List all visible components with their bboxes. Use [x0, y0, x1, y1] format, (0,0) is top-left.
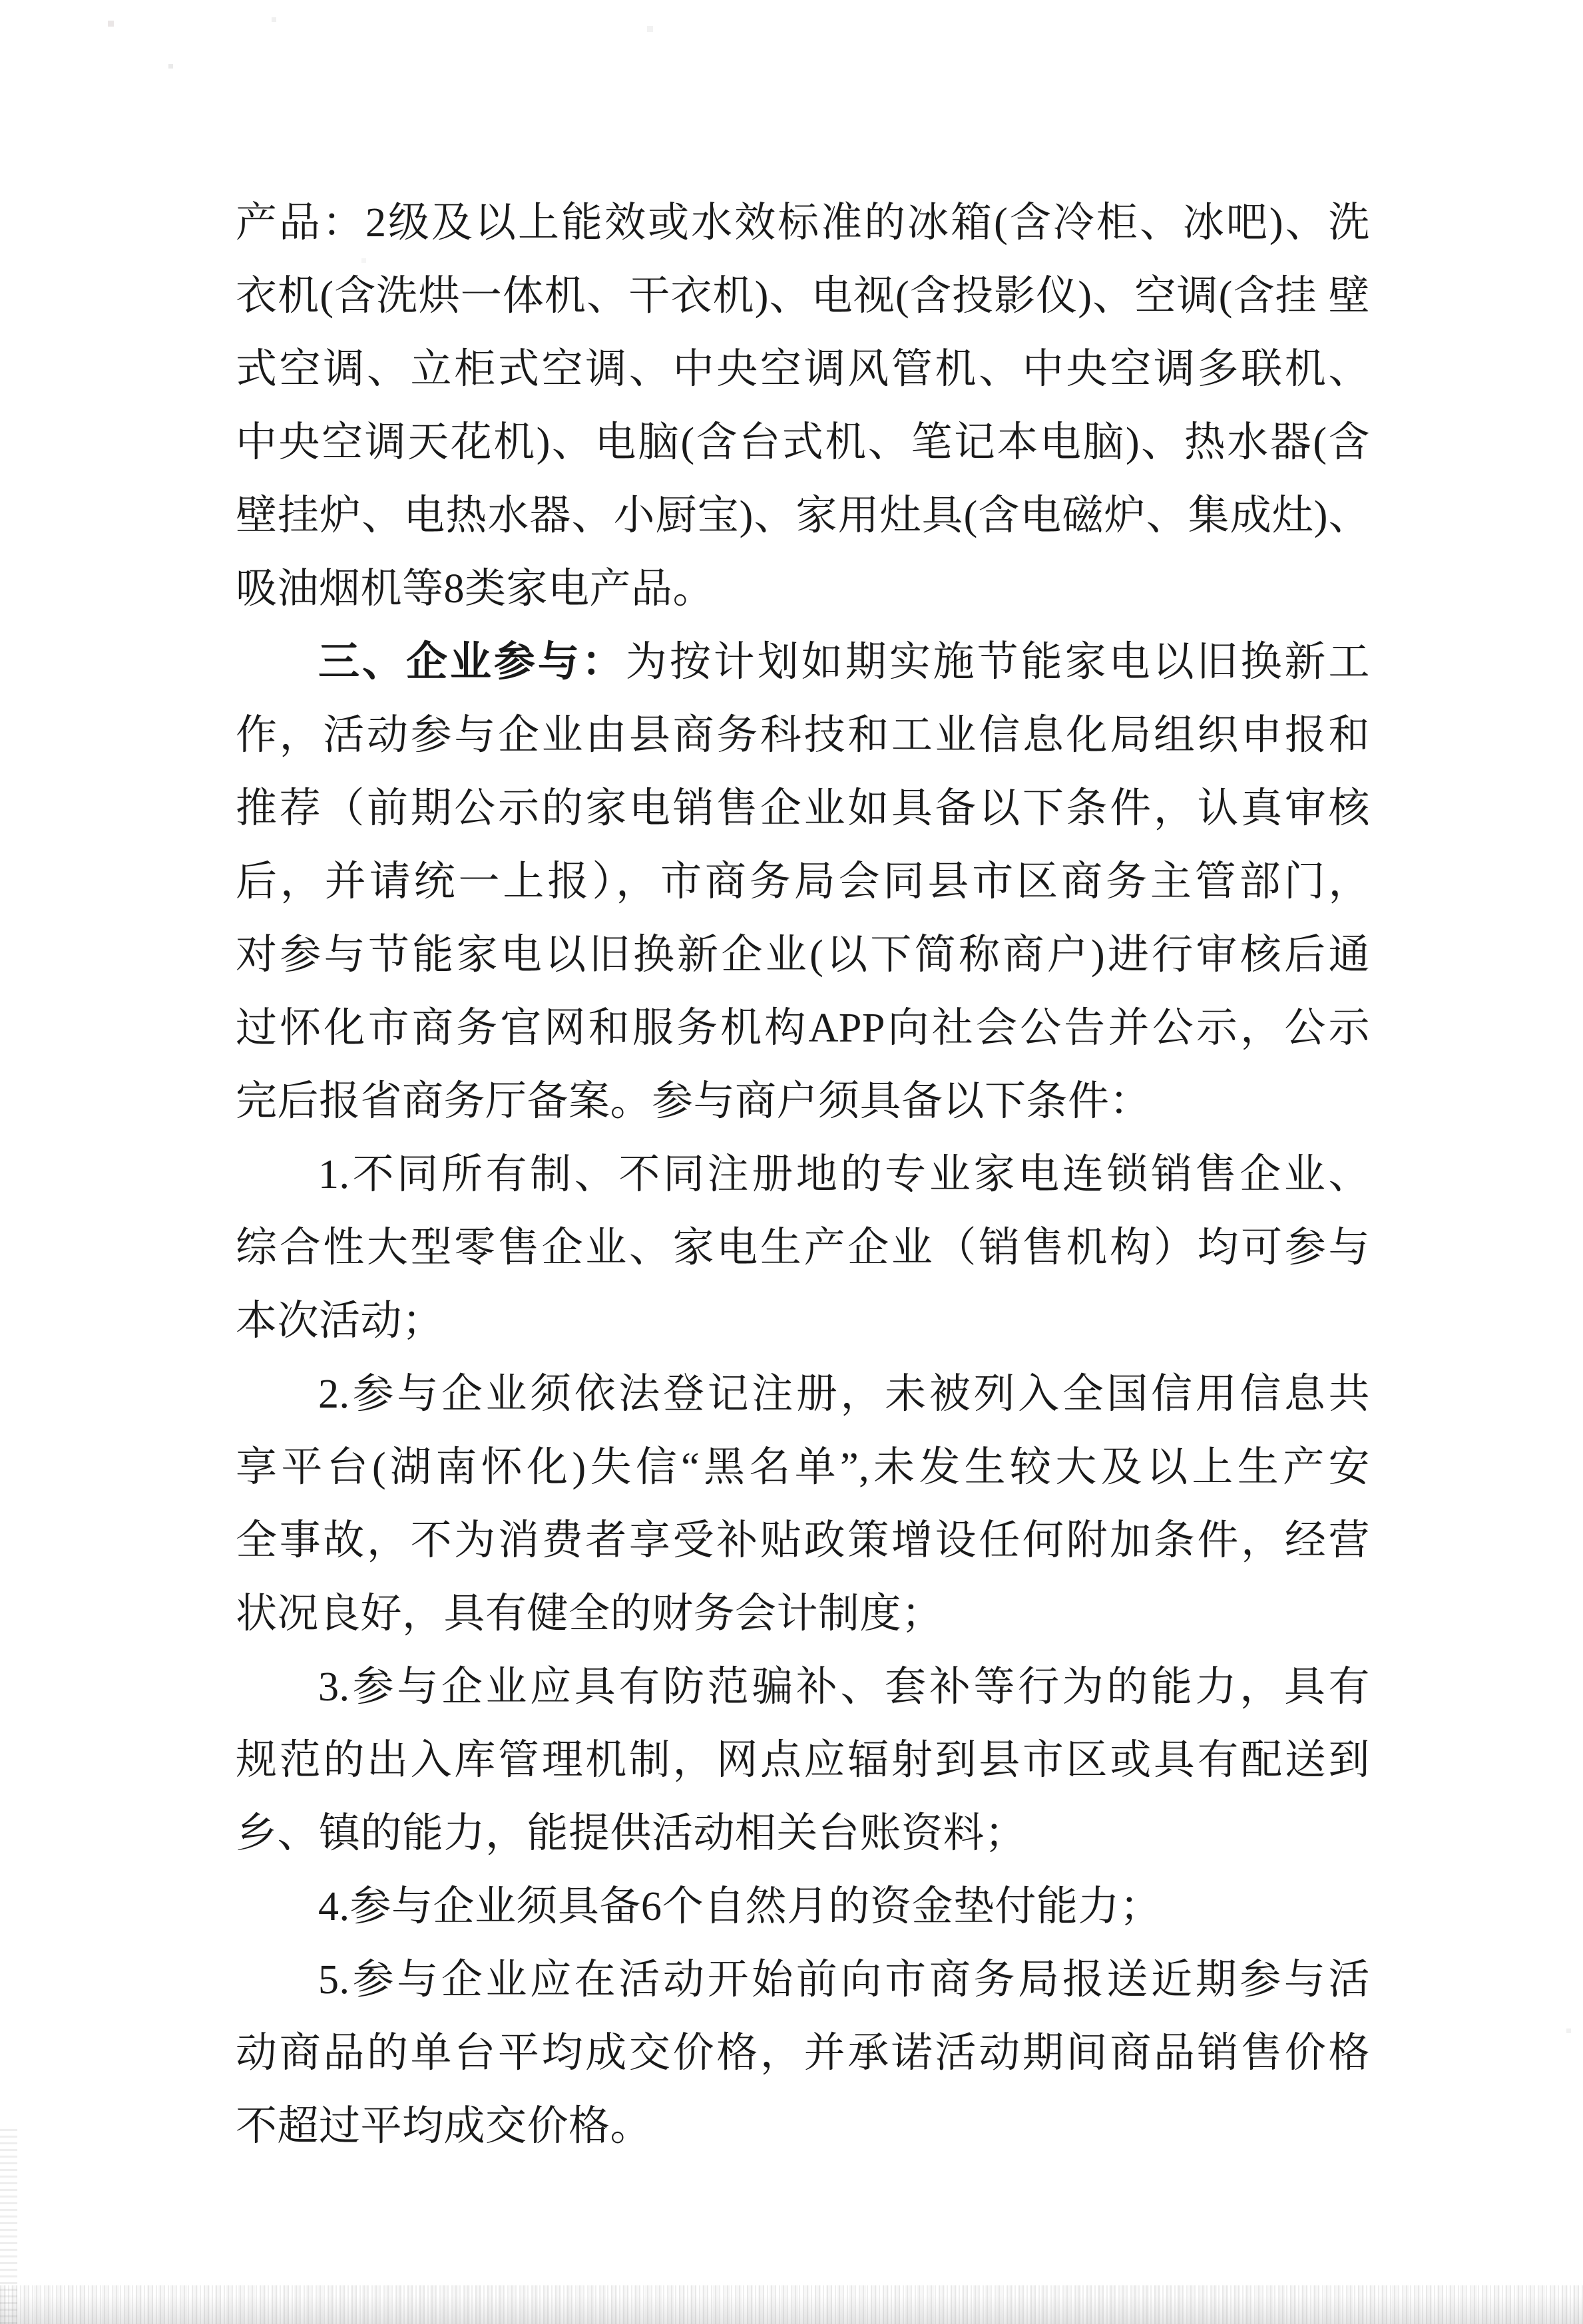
text-line: 式空调、立柜式空调、中央空调风管机、中央空调多联机、 [236, 347, 1370, 392]
text-line: 规范的出入库管理机制，网点应辐射到县市区或具有配送到 [236, 1738, 1370, 1783]
text-line: 1.不同所有制、不同注册地的专业家电连锁销售企业、 [318, 1152, 1370, 1197]
paragraph-products-continuation [236, 186, 1370, 626]
paragraph-section-3 [236, 626, 1370, 1138]
text-line: 动商品的单台平均成交价格，并承诺活动期间商品销售价格 [236, 2031, 1370, 2076]
document-text-block [236, 186, 1370, 2163]
text-line: 完后报省商务厅备案。参与商户须具备以下条件： [236, 1079, 1152, 1124]
text-line: 吸油烟机等8类家电产品。 [236, 566, 715, 612]
text-line: 本次活动； [236, 1298, 444, 1344]
text-line: 衣机(含洗烘一体机、干衣机)、电视(含投影仪)、空调(含挂 壁 [236, 274, 1370, 319]
text-line: 5.参与企业应在活动开始前向市商务局报送近期参与活 [318, 1957, 1370, 2003]
paragraph-condition-2 [236, 1358, 1370, 1650]
text-line: 推荐（前期公示的家电销售企业如具备以下条件，认真审核 [236, 786, 1370, 831]
text-line: 作，活动参与企业由县商务科技和工业信息化局组织申报和 [236, 713, 1370, 758]
text-line: 3.参与企业应具有防范骗补、套补等行为的能力，具有 [318, 1664, 1370, 1710]
text-line: 产品：2级及以上能效或水效标准的冰箱(含冷柜、冰吧)、洗 [236, 200, 1370, 246]
text-line: 享平台(湖南怀化)失信“黑名单”,未发生较大及以上生产安 [236, 1445, 1370, 1490]
text-line-rest: 为按计划如期实施节能家电以旧换新工 [625, 640, 1370, 685]
text-line: 不超过平均成交价格。 [236, 2104, 652, 2149]
section-heading: 三、企业参与： [318, 640, 626, 685]
text-line: 对参与节能家电以旧换新企业(以下简称商户)进行审核后通 [236, 932, 1370, 978]
text-line [236, 626, 1370, 699]
scan-noise-bottom-band [0, 2285, 1583, 2324]
text-line: 壁挂炉、电热水器、小厨宝)、家用灶具(含电磁炉、集成灶)、 [236, 493, 1370, 538]
paragraph-condition-3 [236, 1650, 1370, 1870]
text-line: 状况良好，具有健全的财务会计制度； [236, 1591, 943, 1637]
text-line: 乡、镇的能力，能提供活动相关台账资料； [236, 1811, 1026, 1856]
paragraph-condition-5 [236, 1943, 1370, 2163]
paragraph-condition-4 [236, 1870, 1370, 1943]
text-line: 全事故，不为消费者享受补贴政策增设任何附加条件，经营 [236, 1518, 1370, 1563]
text-line: 后，并请统一上报），市商务局会同县市区商务主管部门， [236, 859, 1370, 904]
text-line: 综合性大型零售企业、家电生产企业（销售机构）均可参与 [236, 1225, 1370, 1270]
text-line: 过怀化市商务官网和服务机构APP向社会公告并公示，公示 [236, 1006, 1370, 1051]
scan-noise-specks [0, 0, 2, 2]
text-line: 中央空调天花机)、电脑(含台式机、笔记本电脑)、热水器(含 [236, 420, 1370, 465]
paragraph-condition-1 [236, 1138, 1370, 1358]
text-line: 4.参与企业须具备6个自然月的资金垫付能力； [318, 1884, 1162, 1929]
text-line: 2.参与企业须依法登记注册，未被列入全国信用信息共 [318, 1372, 1370, 1417]
